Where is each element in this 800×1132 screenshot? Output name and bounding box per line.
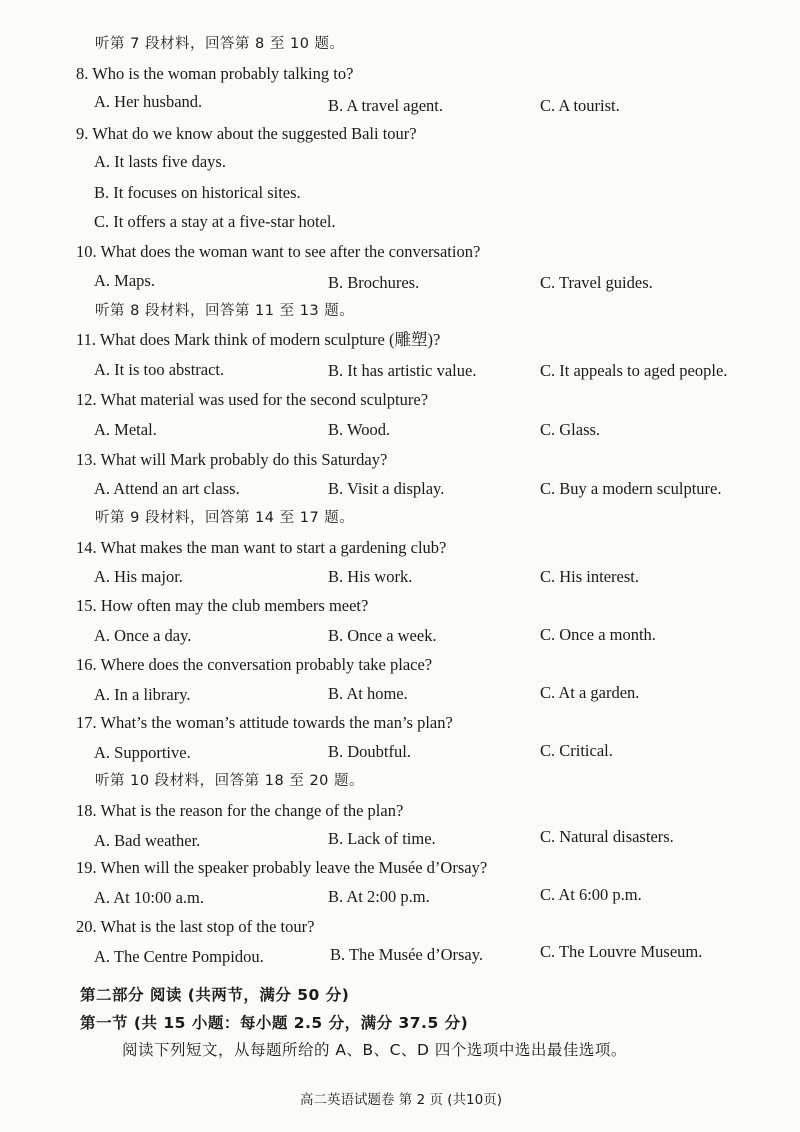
option-a: A. Bad weather. (94, 831, 201, 850)
option-c: C. Buy a modern sculpture. (540, 479, 722, 498)
section-heading: 听第 8 段材料，回答第 11 至 13 题。 (95, 303, 355, 319)
option-b: B. Visit a display. (328, 479, 445, 498)
option-a: A. His major. (94, 567, 183, 586)
part-heading: 第二部分 阅读 (共两节，满分 50 分) (80, 986, 350, 1004)
page-footer: 高二英语试题卷 第 2 页 (共10页) (300, 1092, 502, 1108)
option-b: B. Once a week. (328, 626, 437, 645)
question-20: 20. What is the last stop of the tour? (76, 917, 315, 936)
option-a: A. Metal. (94, 420, 157, 439)
option-c: C. Glass. (540, 420, 601, 439)
option-a: A. In a library. (94, 685, 191, 704)
question-10: 10. What does the woman want to see after the conversation? (76, 242, 481, 261)
section-heading: 听第 7 段材料，回答第 8 至 10 题。 (95, 36, 345, 52)
section-subheading: 第一节 (共 15 小题：每小题 2.5 分，满分 37.5 分) (80, 1014, 469, 1032)
section-heading: 听第 10 段材料，回答第 18 至 20 题。 (95, 773, 365, 789)
option-c: C. The Louvre Museum. (540, 942, 703, 961)
section-heading: 听第 9 段材料，回答第 14 至 17 题。 (95, 510, 355, 526)
option-c: C. A tourist. (540, 96, 620, 115)
option-b: B. A travel agent. (328, 96, 444, 115)
option-a: A. The Centre Pompidou. (94, 947, 264, 966)
option-b: B. Doubtful. (328, 742, 411, 761)
option-c: C. Travel guides. (540, 273, 653, 292)
option-a: A. Once a day. (94, 626, 192, 645)
option-c: C. Critical. (540, 741, 613, 760)
option-b: B. His work. (328, 567, 413, 586)
option-c: C. Natural disasters. (540, 827, 674, 846)
option-a: A. Attend an art class. (94, 479, 240, 498)
question-18: 18. What is the reason for the change of the plan? (76, 801, 404, 820)
option-a: A. At 10:00 a.m. (94, 888, 204, 907)
option-c: C. It offers a stay at a five-star hotel. (94, 212, 336, 231)
option-b: B. Lack of time. (328, 829, 436, 848)
option-c: C. It appeals to aged people. (540, 361, 728, 380)
question-19: 19. When will the speaker probably leave the Musée d’Orsay? (76, 858, 488, 877)
option-b: B. Brochures. (328, 273, 420, 292)
question-8: 8. Who is the woman probably talking to? (76, 64, 354, 83)
option-a: A. It is too abstract. (94, 360, 225, 379)
question-11: 11. What does Mark think of modern sculpture (雕塑)? (76, 330, 441, 349)
option-a: A. Her husband. (94, 92, 203, 111)
question-16: 16. Where does the conversation probably take place? (76, 655, 433, 674)
question-13: 13. What will Mark probably do this Saturday? (76, 450, 388, 469)
option-a: A. It lasts five days. (94, 152, 226, 171)
question-15: 15. How often may the club members meet? (76, 596, 369, 615)
instructions: 阅读下列短文，从每题所给的 A、B、C、D 四个选项中选出最佳选项。 (122, 1041, 627, 1059)
option-b: B. It focuses on historical sites. (94, 183, 301, 202)
option-c: C. Once a month. (540, 625, 656, 644)
option-b: B. The Musée d’Orsay. (330, 945, 484, 964)
question-9: 9. What do we know about the suggested Bali tour? (76, 124, 417, 143)
option-c: C. His interest. (540, 567, 639, 586)
question-12: 12. What material was used for the second sculpture? (76, 390, 429, 409)
option-c: C. At a garden. (540, 683, 640, 702)
option-a: A. Maps. (94, 271, 155, 290)
option-b: B. At home. (328, 684, 408, 703)
question-14: 14. What makes the man want to start a gardening club? (76, 538, 447, 557)
option-c: C. At 6:00 p.m. (540, 885, 642, 904)
option-b: B. It has artistic value. (328, 361, 477, 380)
question-17: 17. What’s the woman’s attitude towards the man’s plan? (76, 713, 453, 732)
option-b: B. Wood. (328, 420, 391, 439)
option-a: A. Supportive. (94, 743, 191, 762)
option-b: B. At 2:00 p.m. (328, 887, 430, 906)
